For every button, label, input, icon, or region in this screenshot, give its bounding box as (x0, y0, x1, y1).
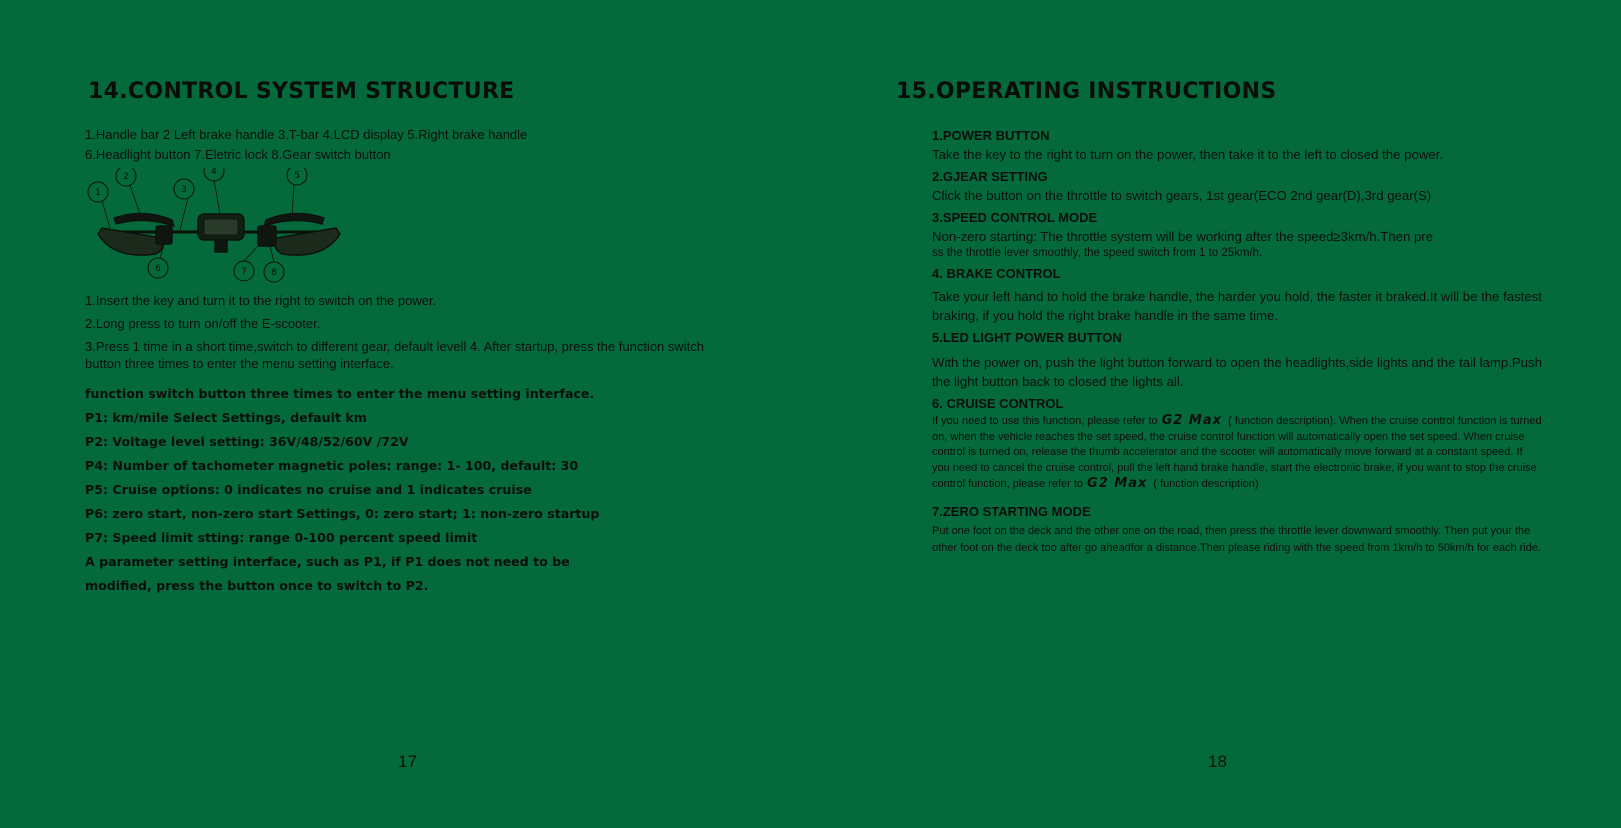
page-number-right: 18 (1208, 752, 1227, 771)
diagram-label-6: 6 (155, 264, 161, 274)
param-line: function switch button three times to enter the menu setting interface. (85, 386, 595, 401)
right-switch-shape (258, 226, 276, 246)
page-number-left: 17 (398, 752, 417, 771)
gear-setting-title: 2.GJEAR SETTING (932, 169, 1048, 184)
brand-logo-2: G2 Max (1087, 476, 1148, 492)
power-button-text: Take the key to the right to turn on the power, then take it to the left to closed the power. (932, 147, 1443, 162)
left-page (0, 0, 810, 828)
led-light-text: With the power on, push the light button forward to open the headlights,side lights and the tail lamp.Push the light button back to closed the lights all. (932, 355, 1542, 389)
left-brake-lever-shape (114, 213, 174, 226)
right-page (810, 0, 1621, 828)
param-line: P6: zero start, non-zero start Settings, 0: zero start; 1: non-zero startup (85, 506, 600, 521)
speed-control-text-2: ss the throttle lever smoothly, the speed switch from 1 to 25km/h. (932, 247, 1263, 259)
param-line: P2: Voltage level setting: 36V/48/52/60V /72V (85, 434, 409, 449)
parts-list (85, 125, 527, 165)
param-line: modified, press the button once to switch to P2. (85, 578, 429, 593)
zero-starting-title: 7.ZERO STARTING MODE (932, 503, 1091, 519)
handlebar-diagram (84, 168, 354, 290)
led-light-title: 5.LED LIGHT POWER BUTTON (932, 330, 1122, 345)
parameter-list (85, 384, 725, 600)
speed-control-title: 3.SPEED CONTROL MODE (932, 210, 1098, 225)
parts-line-2: 6.Headlight button 7.Eletric lock 8.Gear switch button (85, 147, 391, 162)
left-switch-shape (156, 226, 172, 244)
step-3: 3.Press 1 time in a short time,switch to different gear, default levell 4. After startup, press the function switch button three times to enter the menu setting interface. (85, 339, 705, 371)
brand-logo-1: G2 Max (1161, 413, 1222, 428)
diagram-label-7: 7 (241, 267, 247, 277)
right-brake-lever-shape (264, 213, 324, 226)
param-line: A parameter setting interface, such as P1, if P1 does not need to be (85, 554, 570, 569)
diagram-label-2: 2 (123, 172, 129, 182)
startup-steps (85, 292, 725, 378)
cruise-control-title: 6. CRUISE CONTROL (932, 396, 1064, 411)
param-line: P7: Speed limit stting: range 0-100 percent speed limit (85, 530, 478, 545)
zero-starting-text: Put one foot on the deck and the other one on the road, then press the throttle lever downward smoothly. Then put your the other foot on the deck too after go aheadfor a distance.Then please riding with the speed from 1km/h to 50km/h for each ride. (932, 524, 1542, 554)
control-system-title: 14.CONTROL SYSTEM STRUCTURE (88, 79, 515, 104)
cruise-control-text (932, 413, 1542, 493)
diagram-label-5: 5 (294, 171, 300, 181)
param-line: P1: km/mile Select Settings, default km (85, 410, 367, 425)
gear-setting-text: Click the button on the throttle to switch gears, 1st gear(ECO 2nd gear(D),3rd gear(S) (932, 188, 1432, 203)
diagram-label-4: 4 (211, 168, 217, 177)
power-button-title: 1.POWER BUTTON (932, 128, 1050, 143)
operating-instructions-title: 15.OPERATING INSTRUCTIONS (896, 79, 1277, 104)
param-line: P5: Cruise options: 0 indicates no cruise and 1 indicates cruise (85, 482, 532, 497)
param-line: P4: Number of tachometer magnetic poles: range: 1- 100, default: 30 (85, 458, 579, 473)
cruise-text-b: ( function description). When the cruise control function is turned on, when the vehicle reaches the set speed, the cruise control function will automatically open the set speed. When cruise control is turned on, release the thumb accelerator and the scooter will automatically move forward at a constant speed. If you need to cancel the cruise control, pull the left hand brake handle, start the electronic brake, if you want to stop the cruise control function, please refer to (932, 415, 1542, 491)
step-1: 1.Insert the key and turn it to the right to switch on the power. (85, 293, 437, 308)
diagram-label-8: 8 (271, 268, 277, 278)
diagram-label-1: 1 (95, 188, 101, 198)
speed-control-text-1: Non-zero starting: The throttle system will be working after the speed≥3km/h.Then pre (932, 229, 1434, 244)
instructions-body (932, 127, 1542, 557)
step-2: 2.Long press to turn on/off the E-scooter. (85, 316, 321, 331)
brake-control-text: Take your left hand to hold the brake handle, the harder you hold, the faster it braked.It will be the fastest braking, if you hold the right brake handle in the same time. (932, 289, 1542, 323)
cruise-text-a: If you need to use this function, please refer to (932, 415, 1158, 427)
diagram-label-3: 3 (181, 185, 187, 195)
brake-control-title: 4. BRAKE CONTROL (932, 266, 1061, 281)
cruise-text-c: ( function description) (1153, 478, 1259, 491)
parts-line-1: 1.Handle bar 2 Left brake handle 3.T-bar 4.LCD display 5.Right brake handle (85, 127, 528, 142)
